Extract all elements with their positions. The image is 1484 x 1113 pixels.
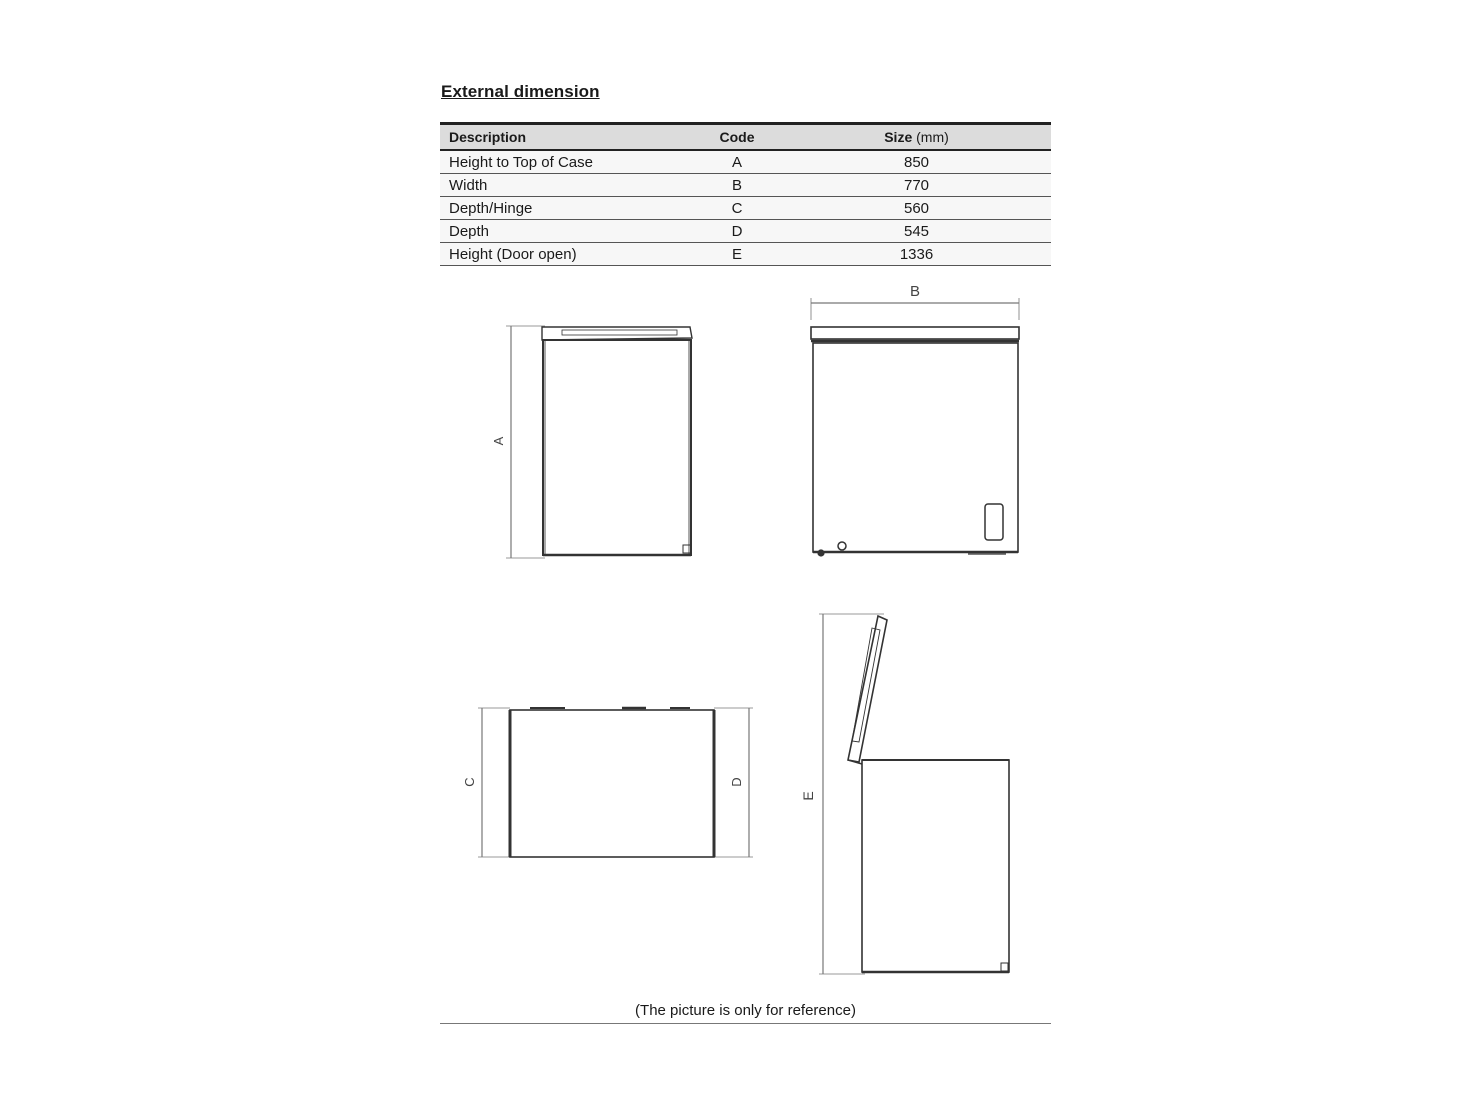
row-size: 770	[782, 174, 1051, 197]
row-size: 850	[782, 150, 1051, 174]
header-code: Code	[692, 124, 782, 151]
row-size: 1336	[782, 243, 1051, 266]
row-size: 545	[782, 220, 1051, 243]
open-door-view-drawing	[800, 614, 1009, 974]
bottom-rule	[440, 1023, 1051, 1024]
label-d: D	[729, 777, 744, 787]
row-description: Depth/Hinge	[440, 197, 692, 220]
row-code: E	[692, 243, 782, 266]
section-heading: External dimension	[441, 82, 600, 101]
row-description: Height (Door open)	[440, 243, 692, 266]
label-b: B	[909, 283, 921, 300]
row-description: Depth	[440, 220, 692, 243]
row-code: D	[692, 220, 782, 243]
top-view-drawing	[462, 708, 753, 857]
header-description: Description	[440, 124, 692, 151]
front-view-drawing	[811, 283, 1019, 556]
label-c: C	[462, 777, 477, 787]
header-size-unit: (mm)	[916, 129, 949, 145]
row-code: B	[692, 174, 782, 197]
row-code: C	[692, 197, 782, 220]
row-description: Height to Top of Case	[440, 150, 692, 174]
caption: (The picture is only for reference)	[635, 1002, 856, 1019]
header-size-label: Size	[884, 129, 913, 145]
row-code: A	[692, 150, 782, 174]
label-e: E	[800, 791, 816, 801]
side-view-drawing	[491, 326, 692, 558]
label-a: A	[491, 436, 506, 446]
row-description: Width	[440, 174, 692, 197]
row-size: 560	[782, 197, 1051, 220]
